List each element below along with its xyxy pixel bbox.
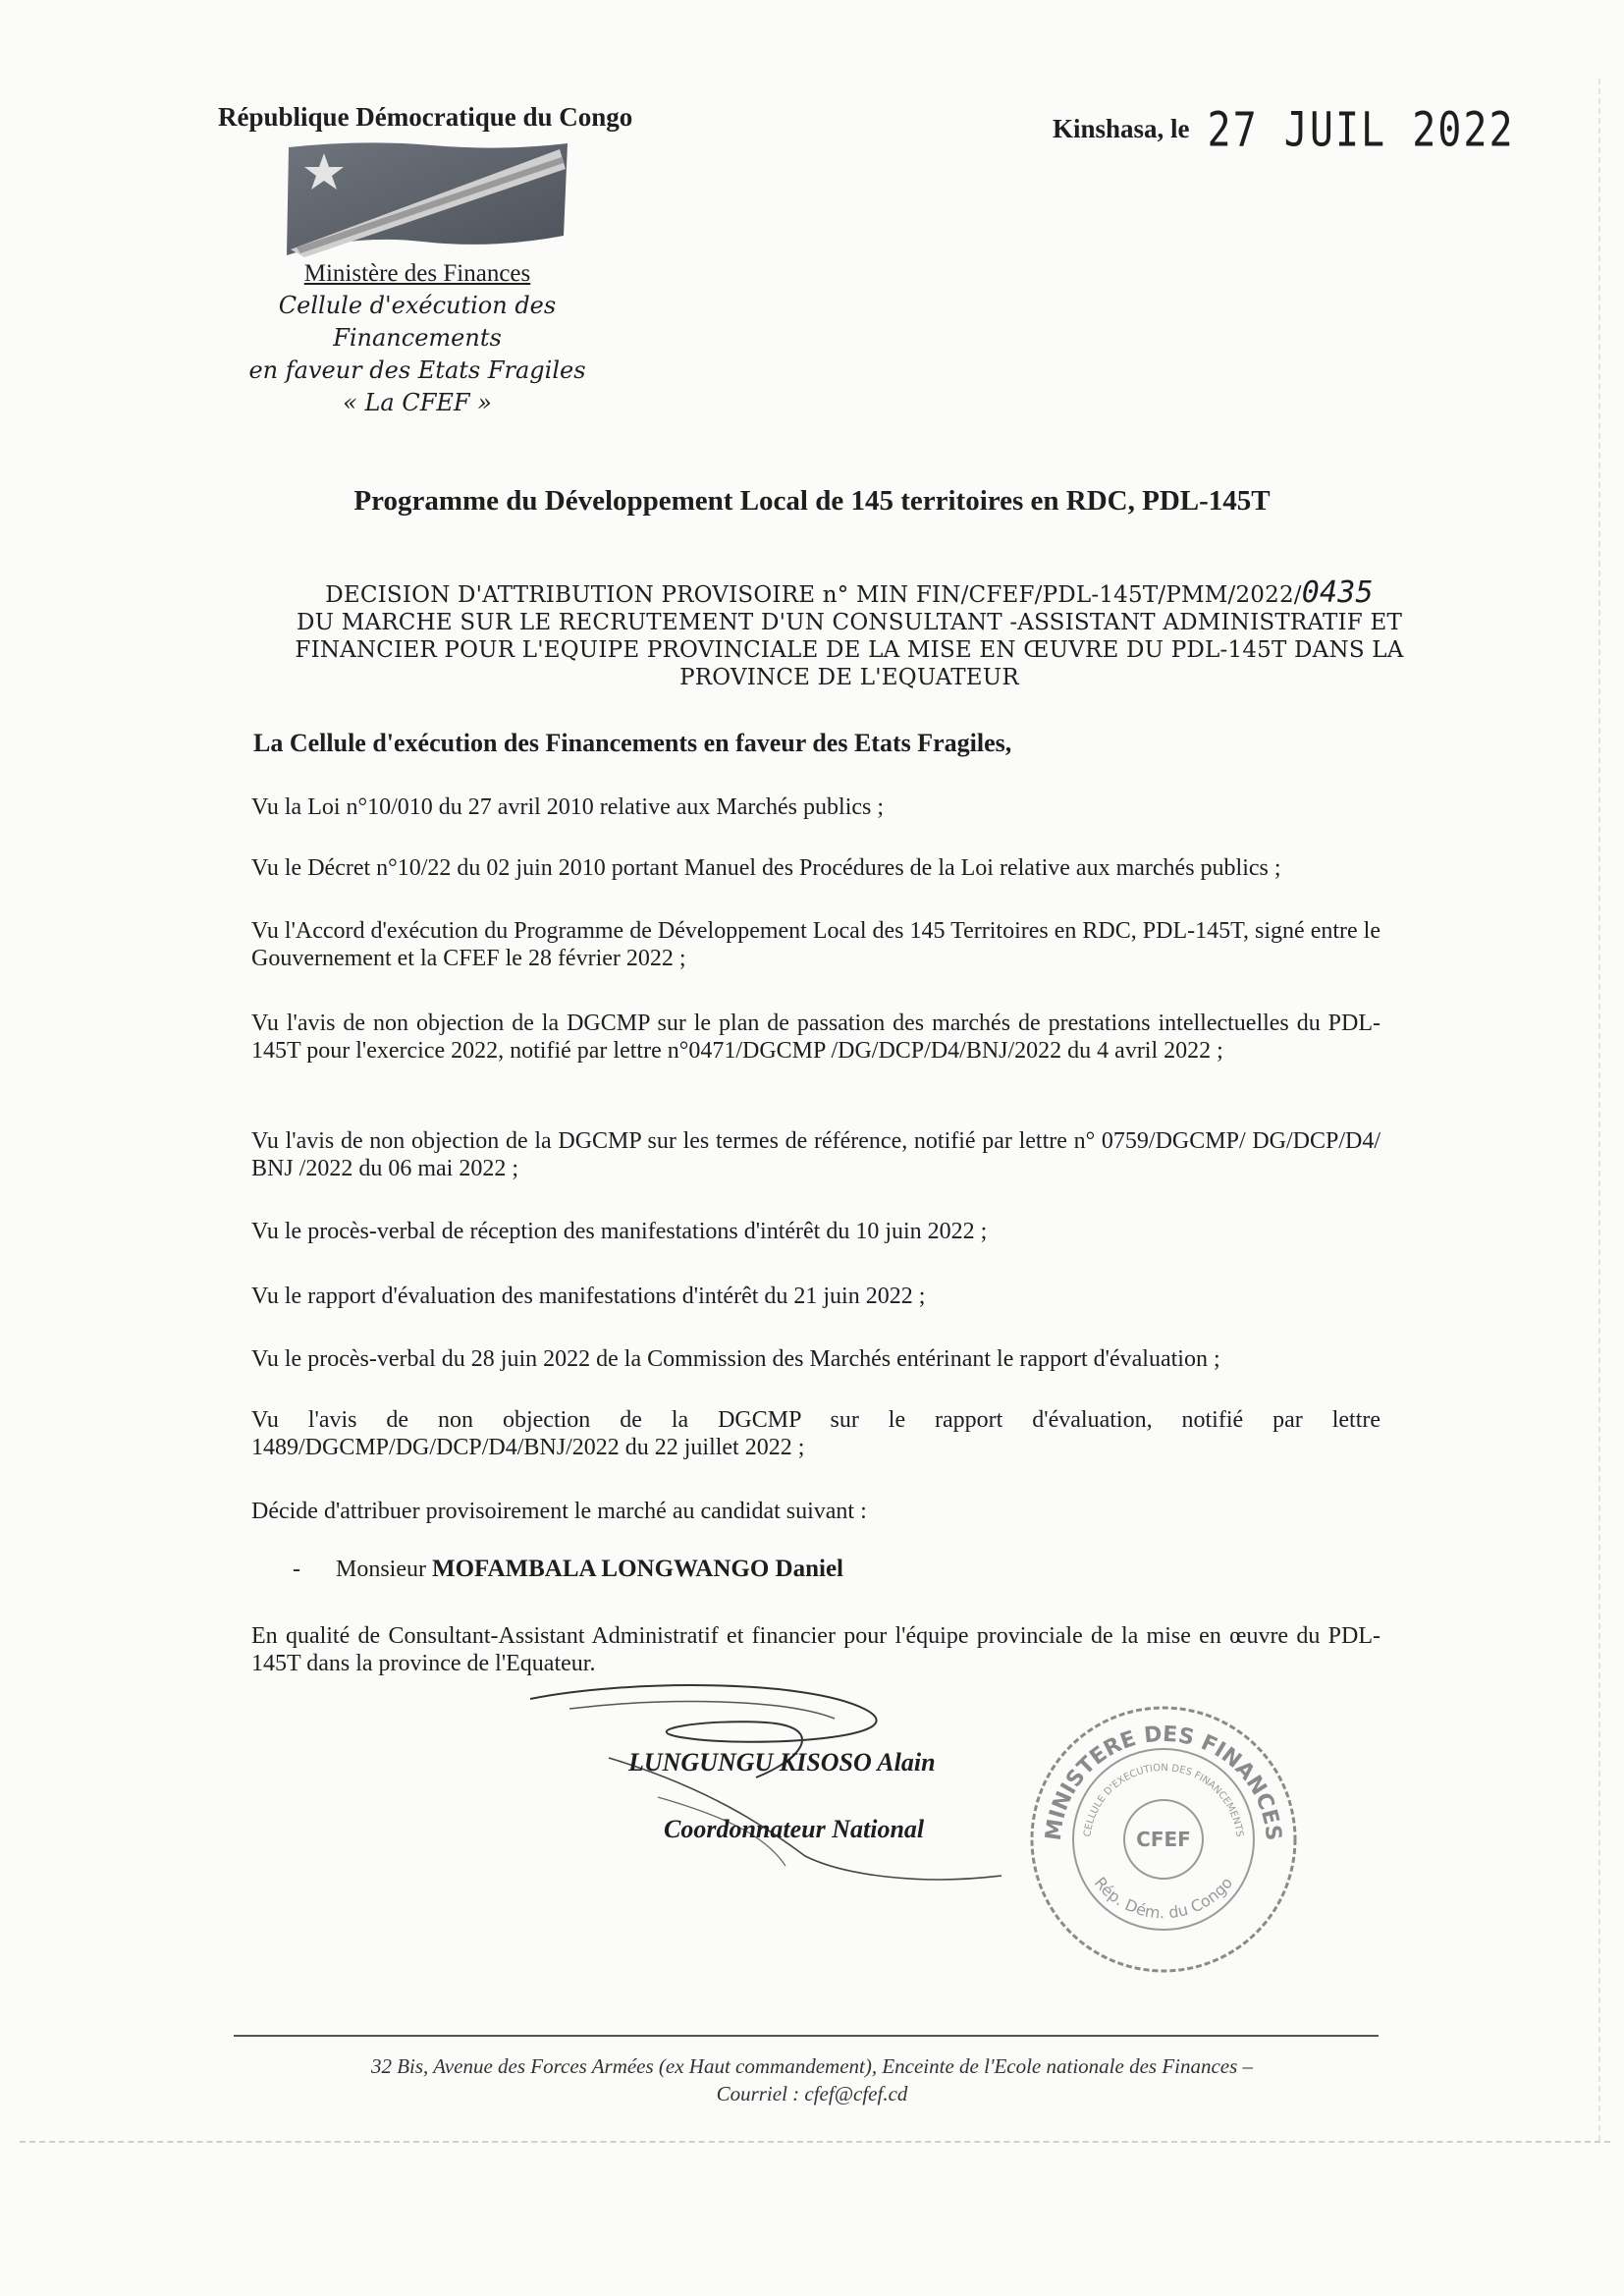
ministry-name: Ministère des Finances	[303, 260, 531, 287]
candidate-dash: -	[293, 1557, 300, 1582]
decision-title	[245, 575, 1453, 691]
footer-divider	[234, 2035, 1379, 2037]
candidate-prefix: Monsieur	[336, 1557, 426, 1582]
authority-line: La Cellule d'exécution des Financements en faveur des Etats Fragiles,	[253, 729, 1012, 757]
stamp-center-text: CFEF	[1136, 1828, 1191, 1851]
consideration-2: Vu le Décret n°10/22 du 02 juin 2010 portant Manuel des Procédures de la Loi relative aux marchés publics ;	[251, 855, 1281, 881]
drc-flag-icon	[285, 139, 569, 259]
consideration-5: Vu l'avis de non objection de la DGCMP sur les termes de référence, notifié par lettre n° 0759/DGCMP/ DG/DCP/D4/ BNJ /2022 du 06 mai 2022 ;	[251, 1128, 1380, 1181]
svg-text:Rép. Dém. du Congo: Rép. Dém. du Congo	[1090, 1873, 1237, 1923]
decision-line-2: DU MARCHE SUR LE RECRUTEMENT D'UN CONSULTANT -ASSISTANT ADMINISTRATIF ET	[296, 610, 1403, 635]
date-line	[1053, 102, 1515, 158]
consideration-4: Vu l'avis de non objection de la DGCMP sur le plan de passation des marchés de prestations intellectuelles du PDL-145T pour l'exercice 2022, notifié par lettre n°0471/DGCMP /DG/DCP/D4/BNJ/2022 du 4 avril 2022 ;	[251, 1011, 1380, 1064]
consideration-7: Vu le rapport d'évaluation des manifestations d'intérêt du 21 juin 2022 ;	[251, 1284, 926, 1309]
footer-address: 32 Bis, Avenue des Forces Armées (ex Haut commandement), Enceinte de l'Ecole nationale des Finances –	[370, 2054, 1254, 2078]
scan-artifact-line	[20, 2141, 1610, 2145]
date-stamp: 27 JUIL 2022	[1207, 103, 1515, 158]
program-title: Programme du Développement Local de 145 territoires en RDC, PDL-145T	[353, 485, 1271, 517]
consideration-8: Vu le procès-verbal du 28 juin 2022 de la Commission des Marchés entérinant le rapport d'évaluation ;	[251, 1346, 1220, 1372]
decision-statement: Décide d'attribuer provisoirement le marché au candidat suivant :	[251, 1499, 867, 1524]
cell-line-2: en faveur des Etats Fragiles	[248, 356, 586, 384]
footer	[0, 2052, 1624, 2107]
cell-acronym: « La CFEF »	[343, 389, 492, 416]
svg-text:CELLULE D'EXECUTION DES FINANC: CELLULE D'EXECUTION DES FINANCEMENTS	[1082, 1762, 1245, 1838]
svg-text:MINISTERE DES FINANCES: MINISTERE DES FINANCES	[1041, 1722, 1286, 1842]
signer-name: LUNGUNGU KISOSO Alain	[628, 1748, 936, 1777]
scan-artifact-vertical	[1598, 79, 1602, 2141]
decision-prefix: DECISION D'ATTRIBUTION PROVISOIRE n° MIN FIN/CFEF/PDL-145T/PMM/2022/	[325, 582, 1302, 608]
decision-line-3: FINANCIER POUR L'EQUIPE PROVINCIALE DE LA MISE EN ŒUVRE DU PDL-145T DANS LA	[295, 637, 1404, 663]
country-name: République Démocratique du Congo	[218, 102, 633, 132]
candidate-name: MOFAMBALA LONGWANGO Daniel	[432, 1556, 843, 1582]
capacity-statement: En qualité de Consultant-Assistant Administratif et financier pour l'équipe provinciale de la mise en œuvre du PDL-145T dans la province de l'Equateur.	[251, 1623, 1380, 1676]
official-seal-stamp	[1021, 1697, 1306, 1982]
cell-line-1: Cellule d'exécution des Financements	[278, 292, 557, 352]
decision-number: 0435	[1301, 575, 1374, 610]
signer-title: Coordonnateur National	[664, 1815, 925, 1843]
ministry-block	[206, 257, 628, 419]
consideration-6: Vu le procès-verbal de réception des manifestations d'intérêt du 10 juin 2022 ;	[251, 1219, 988, 1244]
handwritten-signature	[511, 1679, 1021, 1895]
candidate-line	[293, 1556, 843, 1583]
decision-line-4: PROVINCE DE L'EQUATEUR	[679, 665, 1019, 690]
footer-email: Courriel : cfef@cfef.cd	[716, 2082, 908, 2105]
consideration-9: Vu l'avis de non objection de la DGCMP sur le rapport d'évaluation, notifié par lettre 1489/DGCMP/DG/DCP/D4/BNJ/2022 du 22 juillet 2022 ;	[251, 1407, 1380, 1460]
consideration-1: Vu la Loi n°10/010 du 27 avril 2010 relative aux Marchés publics ;	[251, 794, 885, 820]
consideration-3: Vu l'Accord d'exécution du Programme de Développement Local des 145 Territoires en RDC, PDL-145T, signé entre le Gouvernement et la CFEF le 28 février 2022 ;	[251, 918, 1380, 971]
place-label: Kinshasa, le	[1053, 114, 1190, 143]
